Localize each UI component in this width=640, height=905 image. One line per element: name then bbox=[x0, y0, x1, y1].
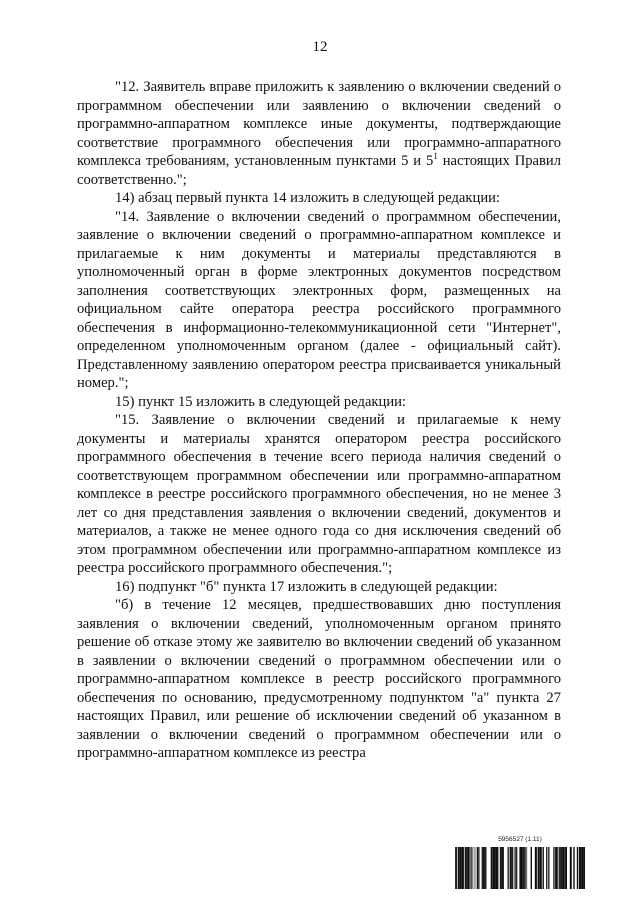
superscript-marker: 1 bbox=[433, 151, 438, 162]
paragraph-item-14: "14. Заявление о включении сведений о программном обеспечении, заявление о включении сведений о программно-аппаратном комплексе и прилагаемые к ним документы и материалы представляются в уполномоченный орган в форме электронных документов посредством заполнения соответствующих электронных форм, размещенных на официальном сайте оператора реестра российского программного обеспечения в информационно-телекоммуникационной сети "Интернет", определенном уполномоченным органом (далее - официальный сайт). Представленному заявлению оператором реестра присваивается уникальный номер."; bbox=[77, 208, 561, 391]
page-number: 12 bbox=[312, 39, 328, 55]
barcode-icon bbox=[455, 847, 585, 889]
amendment-15-heading: 15) пункт 15 изложить в следующей редакции: bbox=[115, 393, 406, 410]
paragraph-text: "12. Заявитель вправе приложить к заявлению о включении сведений о программном обеспечении или заявлению о включении сведений о программно-аппаратном комплексе иные документы, подтверждающие соответствие программного обеспечения или программно-аппаратного комплекса требованиям, установленным пунктами 5 и 5 bbox=[77, 79, 561, 169]
document-body bbox=[77, 78, 561, 763]
paragraph-item-12 bbox=[77, 78, 561, 189]
amendment-14-heading: 14) абзац первый пункта 14 изложить в следующей редакции: bbox=[115, 190, 500, 206]
amendment-16-heading: 16) подпункт "б" пункта 17 изложить в следующей редакции: bbox=[115, 578, 498, 595]
paragraph-subitem-b: "б) в течение 12 месяцев, предшествовавших дню поступления заявления о включении сведений, уполномоченным органом принято решение об отказе этому же заявителю во включении сведений об указанном в заявлении о включении сведений о программном обеспечении или о программно-аппаратном комплексе в реестр российского программного обеспечения по основанию, предусмотренному подпунктом "а" пункта 27 настоящих Правил, или решение об исключении сведений об указанном в заявлении о включении сведений о программном обеспечении или о программно-аппаратном комплексе из реестра bbox=[77, 597, 561, 761]
paragraph-item-15: "15. Заявление о включении сведений и прилагаемые к нему документы и материалы хранятся оператором реестра российского программного обеспечения в течение всего периода наличия сведений о соответствующем программном обеспечении или программно-аппаратном комплексе в реестре российского программного обеспечения, но не менее 3 лет со дня представления заявления о включении сведений, документов и материалов, а также не менее одного года со дня исключения сведений об этом программном обеспечении или программно-аппаратном комплексе из реестра российского программного обеспечения."; bbox=[77, 412, 561, 576]
paragraph-text-tail: настоящих Правил соответственно."; bbox=[77, 153, 561, 188]
document-code: 5956527 (1.11) bbox=[498, 836, 542, 843]
document-footer bbox=[455, 836, 585, 892]
